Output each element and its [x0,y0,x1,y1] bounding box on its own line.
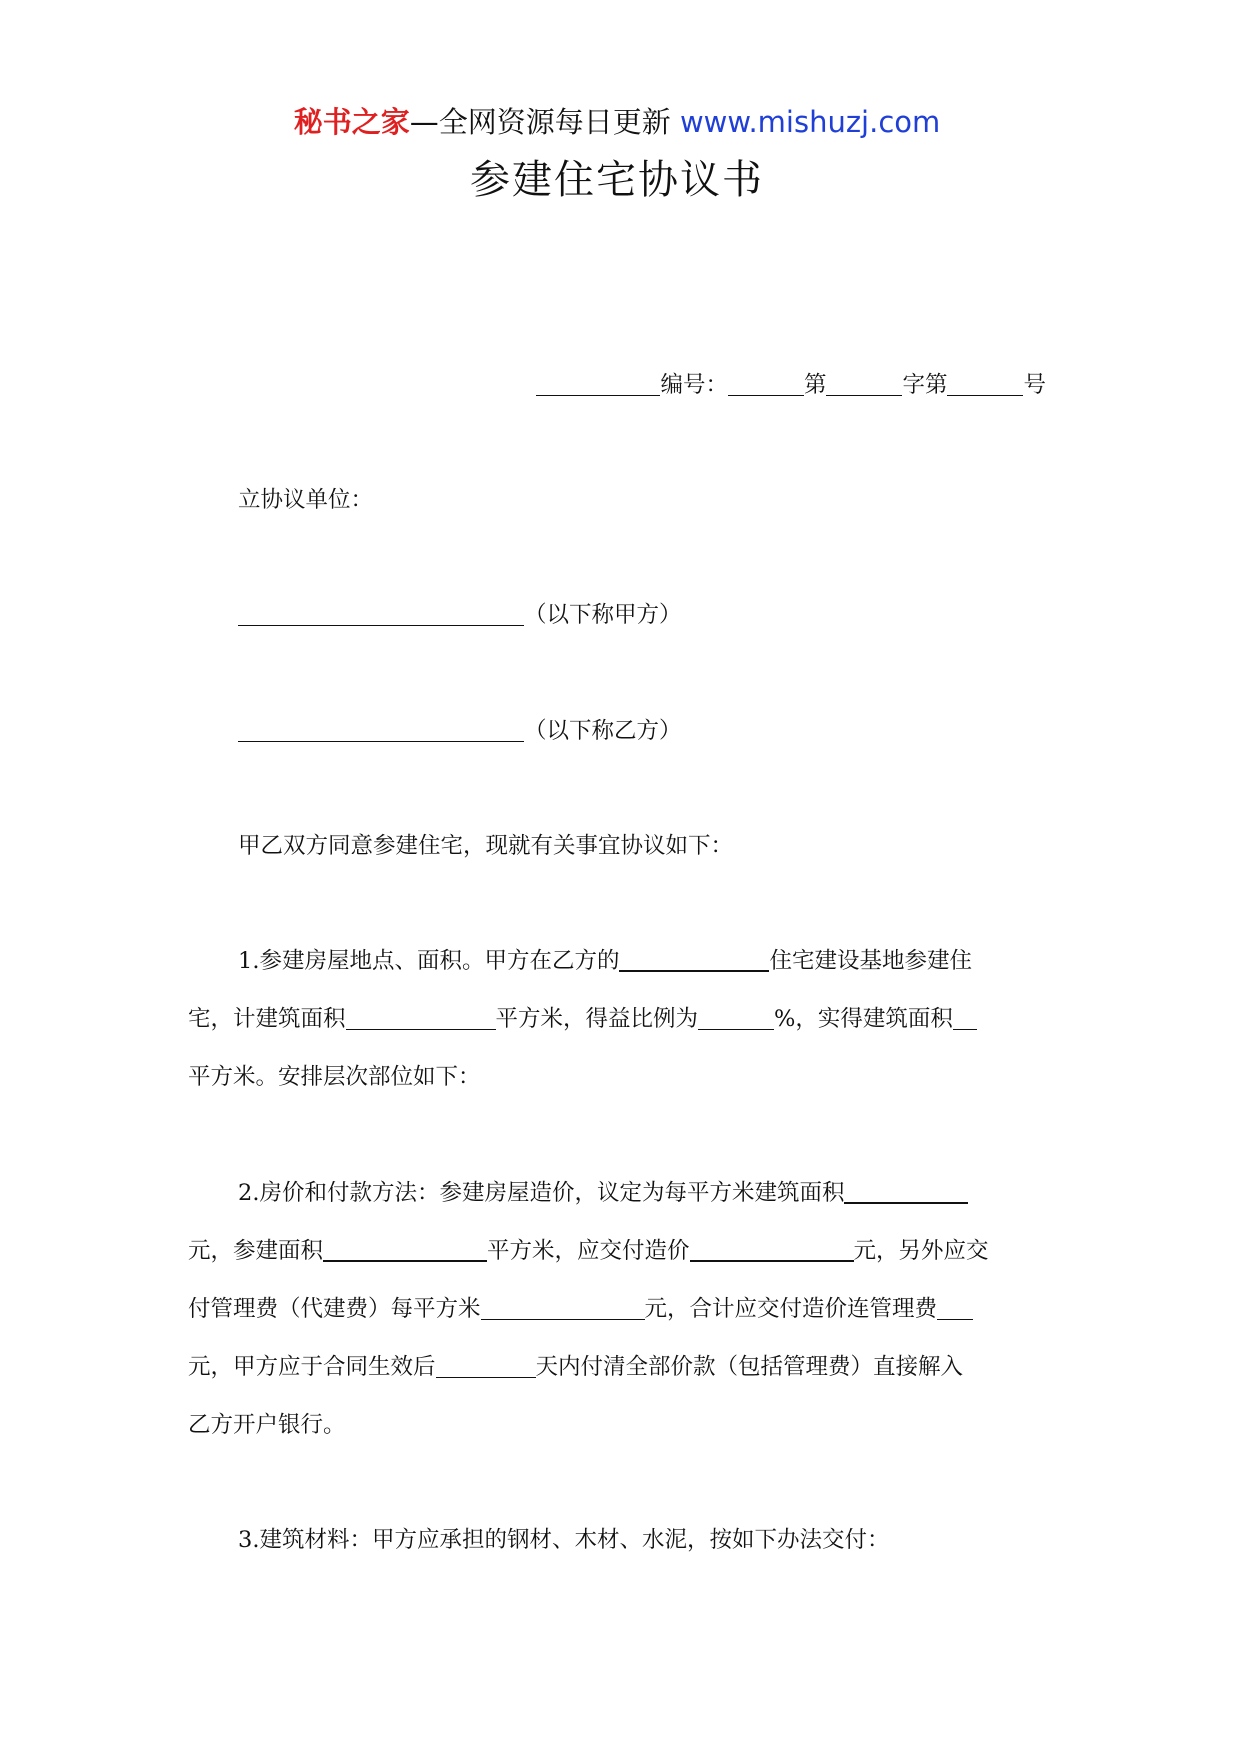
clause2-line5: 乙方开户银行。 [188,1412,346,1438]
clause3-line1: 3.建筑材料：甲方应承担的钢材、木材、水泥，按如下办法交付： [238,1527,890,1553]
site-header [0,102,1234,142]
brand-name: 秘书之家 [293,105,410,139]
blank-field [698,1003,774,1030]
clause2-line2: 元，参建面积 平方米，应交付造价 元，另外应交 [188,1234,1046,1268]
slogan: —全网资源每日更新 [409,105,671,139]
blank-field [436,1351,536,1378]
blank-field [826,369,902,396]
blank-field [947,369,1023,396]
blank-field [844,1176,968,1204]
parties-intro: 立协议单位： [238,487,374,513]
site-link[interactable]: www.mishuzj.com [679,105,941,139]
preamble: 甲乙双方同意参建住宅，现就有关事宜协议如下： [238,833,734,859]
blank-field [728,369,804,396]
clause1-line3: 平方米。安排层次部位如下： [188,1064,481,1090]
blank-field [619,944,769,972]
party-a-line: （以下称甲方） [238,598,1096,632]
document-title: 参建住宅协议书 [470,157,764,203]
blank-field [238,715,524,742]
clause2-line4: 元，甲方应于合同生效后 天内付清全部价款（包括管理费）直接解入 [188,1350,1046,1384]
blank-field [346,1003,496,1030]
party-b-line: （以下称乙方） [238,714,1096,748]
blank-field [323,1234,487,1262]
blank-field [690,1234,854,1262]
blank-field [536,369,660,396]
blank-field [481,1293,645,1320]
clause1-line1: 1.参建房屋地点、面积。甲方在乙方的 住宅建设基地参建住 [238,944,1096,978]
blank-field [238,599,524,626]
blank-field [953,1003,977,1030]
document-number-line: 编号： 第 字第 号 [188,368,1046,402]
blank-field [937,1293,973,1320]
clause2-line3: 付管理费（代建费）每平方米 元，合计应交付造价连管理费 [188,1292,1046,1326]
clause2-line1: 2.房价和付款方法：参建房屋造价，议定为每平方米建筑面积 [238,1176,1096,1210]
clause1-line2: 宅，计建筑面积 平方米，得益比例为 %，实得建筑面积 [188,1002,1046,1036]
